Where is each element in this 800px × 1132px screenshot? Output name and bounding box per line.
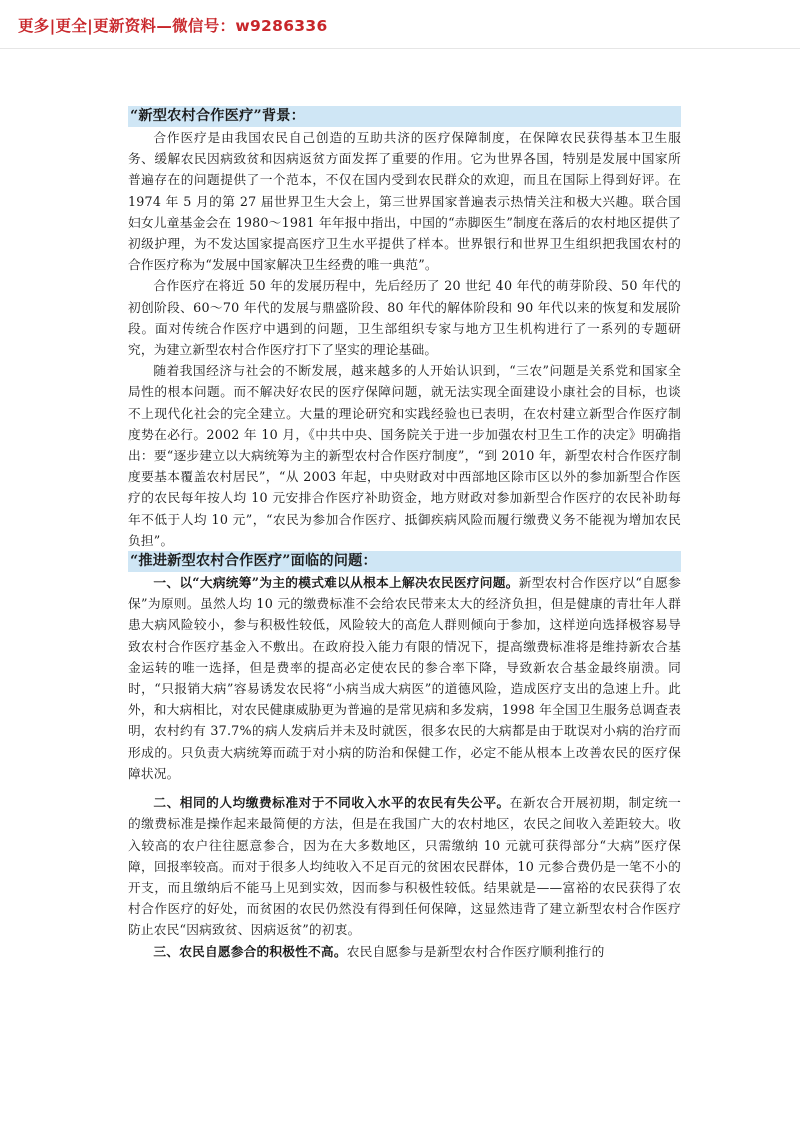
- wechat-banner: 更多|更全|更新资料—微信号：w9286336: [18, 17, 328, 35]
- header-divider: [0, 48, 800, 49]
- document-body: [128, 106, 681, 962]
- problem-item-2-body: 在新农合开展初期，制定统一的缴费标准是操作起来最简便的方法，但是在我国广大的农村地区，农民之间收入差距较大。收入较高的农户往往愿意参合，因为在大多数地区，只需缴纳 10 元就可获得部分“大病”医疗保障，回报率较高。而对于很多人均纯收入不足百元的贫困农民群体，10 元参合费仍是一笔不小的开支，而且缴纳后不能马上见到实效，因而参与积极性较低。结果就是——富裕的农民获得了农村合作医疗的好处，而贫困的农民仍然没有得到任何保障，这显然违背了建立新型农村合作医疗防止农民“因病致贫、因病返贫”的初衷。: [128, 795, 681, 938]
- paragraph-background-1: 合作医疗是由我国农民自己创造的互助共济的医疗保障制度，在保障农民获得基本卫生服务、缓解农民因病致贫和因病返贫方面发挥了重要的作用。它为世界各国，特别是发展中国家所普遍存在的问题提供了一个范本，不仅在国内受到农民群众的欢迎，而且在国际上得到好评。在 1974 年 5 月的第 27 届世界卫生大会上，第三世界国家普遍表示热情关注和极大兴趣。联合国妇女儿童基金会在 1980～1981 年年报中指出，中国的“赤脚医生”制度在落后的农村地区提供了初级护理，为不发达国家提高医疗卫生水平提供了样本。世界银行和世界卫生组织把我国农村的合作医疗称为“发展中国家解决卫生经费的唯一典范”。: [128, 130, 681, 273]
- problem-item-2: [128, 792, 681, 940]
- section-heading-background: “新型农村合作医疗”背景：: [128, 106, 681, 127]
- problem-item-1-lead: 一、以“大病统筹”为主的模式难以从根本上解决农民医疗问题。: [153, 575, 519, 591]
- paragraph-background-3: 随着我国经济与社会的不断发展，越来越多的人开始认识到，“三农”问题是关系党和国家全局性的根本问题。而不解决好农民的医疗保障问题，就无法实现全面建设小康社会的目标，也谈不上现代化社会的完全建立。大量的理论研究和实践经验也已表明，在农村建立新型合作医疗制度势在必行。2002 年 10 月，《中共中央、国务院关于进一步加强农村卫生工作的决定》明确指出：要“逐步建立以大病统筹为主的新型农村合作医疗制度”，“到 2010 年，新型农村合作医疗制度要基本覆盖农村居民”，“从 2003 年起，中央财政对中西部地区除市区以外的参加新型合作医疗的农民每年按人均 10 元安排合作医疗补助资金，地方财政对参加新型合作医疗的农民补助每年不低于人均 10 元”，“农民为参加合作医疗、抵御疾病风险而履行缴费义务不能视为增加农民负担”。: [128, 363, 681, 548]
- paragraph-background-2: 合作医疗在将近 50 年的发展历程中，先后经历了 20 世纪 40 年代的萌芽阶段、50 年代的初创阶段、60～70 年代的发展与鼎盛阶段、80 年代的解体阶段和 90 年代以来的恢复和发展阶段。面对传统合作医疗中遇到的问题，卫生部组织专家与地方卫生机构进行了一系列的专题研究，为建立新型农村合作医疗打下了坚实的理论基础。: [128, 278, 681, 358]
- problem-item-2-lead: 二、相同的人均缴费标准对于不同收入水平的农民有失公平。: [153, 795, 510, 811]
- problem-item-1: [128, 572, 681, 784]
- problem-item-3-lead: 三、农民自愿参合的积极性不高。: [153, 943, 347, 959]
- problem-item-3: [128, 941, 681, 962]
- problem-item-3-body: 农民自愿参与是新型农村合作医疗顺利推行的: [346, 943, 605, 959]
- section-heading-problems: “推进新型农村合作医疗”面临的问题：: [128, 551, 681, 572]
- problem-item-1-body: 新型农村合作医疗以“自愿参保”为原则。虽然人均 10 元的缴费标准不会给农民带来太大的经济负担，但是健康的青壮年人群患大病风险较小，参与积极性较低，风险较大的高危人群则倾向于参加，这样逆向选择极容易导致农村合作医疗基金入不敷出。在政府投入能力有限的情况下，提高缴费标准将是维持新农合基金运转的唯一选择，但是费率的提高必定使农民的参合率下降，导致新农合基金最终崩溃。同时，“只报销大病”容易诱发农民将“小病当成大病医”的道德风险，造成医疗支出的急速上升。此外，和大病相比，对农民健康威胁更为普遍的是常见病和多发病，1998 年全国卫生服务总调查表明，农村约有 37.7%的病人发病后并未及时就医，很多农民的大病都是由于耽误对小病的治疗而形成的。只负责大病统筹而疏于对小病的防治和保健工作，必定不能从根本上改善农民的医疗保障状况。: [128, 575, 681, 781]
